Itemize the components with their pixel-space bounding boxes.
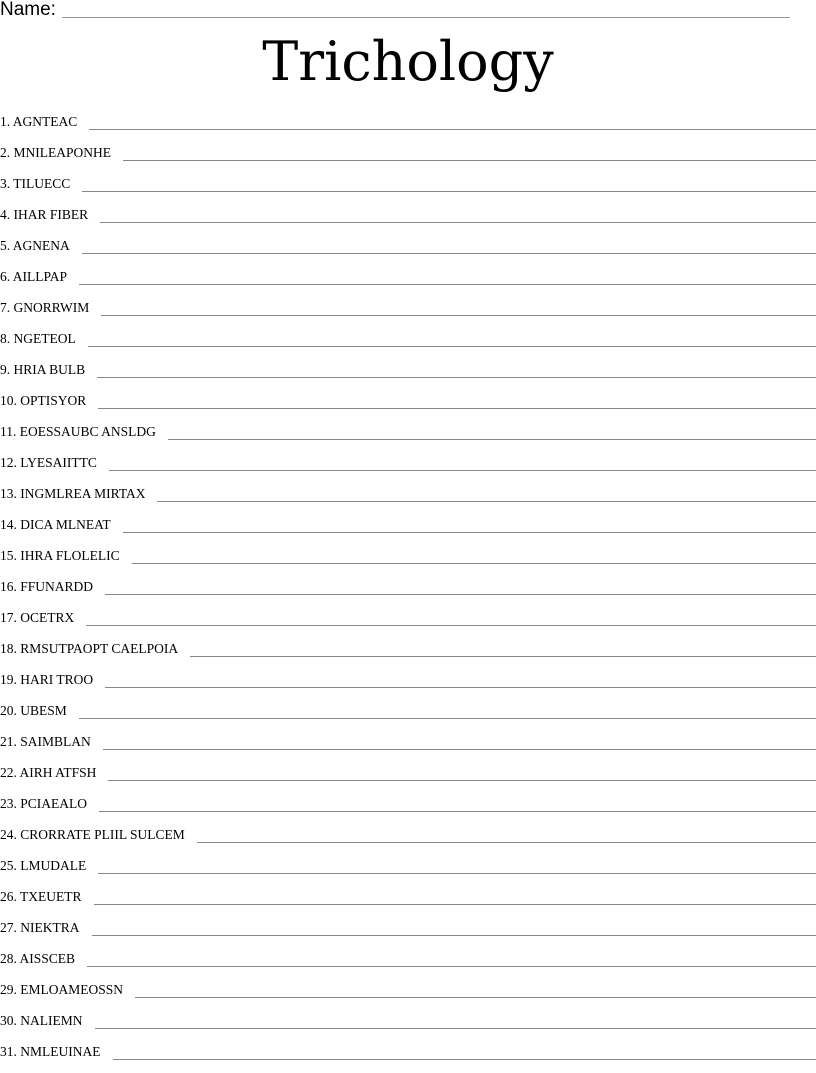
answer-line[interactable]: [79, 284, 816, 285]
scrambled-word: 2. MNILEAPONHE: [0, 143, 111, 163]
scrambled-word: 16. FFUNARDD: [0, 577, 93, 597]
scrambled-word: 29. EMLOAMEOSSN: [0, 980, 123, 1000]
list-item: [0, 205, 816, 236]
scrambled-word: 21. SAIMBLAN: [0, 732, 91, 752]
list-item: [0, 577, 816, 608]
answer-line[interactable]: [89, 129, 816, 130]
answer-line[interactable]: [101, 315, 816, 316]
answer-line[interactable]: [86, 625, 816, 626]
answer-line[interactable]: [79, 718, 816, 719]
scrambled-word: 23. PCIAEALO: [0, 794, 87, 814]
answer-line[interactable]: [197, 842, 816, 843]
scrambled-word: 26. TXEUETR: [0, 887, 82, 907]
answer-line[interactable]: [92, 935, 816, 936]
list-item: [0, 143, 816, 174]
scrambled-word: 4. IHAR FIBER: [0, 205, 88, 225]
scrambled-word: 17. OCETRX: [0, 608, 74, 628]
list-item: [0, 794, 816, 825]
scrambled-word: 6. AILLPAP: [0, 267, 67, 287]
scrambled-word: 27. NIEKTRA: [0, 918, 80, 938]
scrambled-word: 24. CRORRATE PLIIL SULCEM: [0, 825, 185, 845]
list-item: [0, 236, 816, 267]
scrambled-word: 8. NGETEOL: [0, 329, 76, 349]
scrambled-word: 9. HRIA BULB: [0, 360, 85, 380]
list-item: [0, 453, 816, 484]
scrambled-word: 22. AIRH ATFSH: [0, 763, 96, 783]
list-item: [0, 112, 816, 143]
list-item: [0, 329, 816, 360]
scrambled-word: 30. NALIEMN: [0, 1011, 83, 1031]
name-field[interactable]: [0, 0, 790, 20]
page-title: Trichology: [0, 26, 816, 98]
scrambled-word: 5. AGNENA: [0, 236, 70, 256]
answer-line[interactable]: [113, 1059, 816, 1060]
scrambled-word: 12. LYESAIITTC: [0, 453, 97, 473]
list-item: [0, 980, 816, 1011]
list-item: [0, 1011, 816, 1042]
answer-line[interactable]: [97, 377, 816, 378]
list-item: [0, 670, 816, 701]
list-item: [0, 546, 816, 577]
list-item: [0, 267, 816, 298]
answer-line[interactable]: [108, 780, 816, 781]
answer-line[interactable]: [100, 222, 816, 223]
scrambled-word: 18. RMSUTPAOPT CAELPOIA: [0, 639, 178, 659]
answer-line[interactable]: [168, 439, 816, 440]
name-label: Name:: [0, 0, 56, 20]
list-item: [0, 515, 816, 546]
answer-line[interactable]: [132, 563, 816, 564]
answer-line[interactable]: [98, 873, 816, 874]
answer-line[interactable]: [95, 1028, 816, 1029]
answer-line[interactable]: [190, 656, 816, 657]
scrambled-word: 15. IHRA FLOLELIC: [0, 546, 120, 566]
scrambled-word: 10. OPTISYOR: [0, 391, 86, 411]
list-item: [0, 1042, 816, 1073]
scrambled-word: 7. GNORRWIM: [0, 298, 89, 318]
answer-line[interactable]: [105, 687, 816, 688]
list-item: [0, 174, 816, 205]
list-item: [0, 763, 816, 794]
scrambled-word: 1. AGNTEAC: [0, 112, 77, 132]
list-item: [0, 639, 816, 670]
answer-line[interactable]: [157, 501, 816, 502]
scrambled-word: 20. UBESM: [0, 701, 67, 721]
scrambled-word: 25. LMUDALE: [0, 856, 86, 876]
answer-line[interactable]: [98, 408, 816, 409]
list-item: [0, 732, 816, 763]
answer-line[interactable]: [94, 904, 816, 905]
list-item: [0, 422, 816, 453]
answer-line[interactable]: [88, 346, 816, 347]
list-item: [0, 484, 816, 515]
answer-line[interactable]: [105, 594, 816, 595]
answer-line[interactable]: [103, 749, 816, 750]
answer-line[interactable]: [82, 191, 816, 192]
scrambled-word: 28. AISSCEB: [0, 949, 75, 969]
list-item: [0, 949, 816, 980]
list-item: [0, 918, 816, 949]
answer-line[interactable]: [99, 811, 816, 812]
answer-line[interactable]: [135, 997, 816, 998]
scrambled-word: 14. DICA MLNEAT: [0, 515, 111, 535]
list-item: [0, 298, 816, 329]
list-item: [0, 825, 816, 856]
list-item: [0, 701, 816, 732]
scrambled-word: 19. HARI TROO: [0, 670, 93, 690]
scrambled-word: 31. NMLEUINAE: [0, 1042, 101, 1062]
answer-line[interactable]: [109, 470, 816, 471]
list-item: [0, 391, 816, 422]
scrambled-word: 11. EOESSAUBC ANSLDG: [0, 422, 156, 442]
answer-line[interactable]: [123, 532, 816, 533]
answer-line[interactable]: [82, 253, 816, 254]
list-item: [0, 360, 816, 391]
answer-line[interactable]: [123, 160, 816, 161]
name-input-line[interactable]: [62, 17, 790, 18]
list-item: [0, 856, 816, 887]
scrambled-word: 3. TILUECC: [0, 174, 70, 194]
list-item: [0, 887, 816, 918]
word-list: [0, 112, 816, 1073]
list-item: [0, 608, 816, 639]
answer-line[interactable]: [87, 966, 816, 967]
scrambled-word: 13. INGMLREA MIRTAX: [0, 484, 145, 504]
